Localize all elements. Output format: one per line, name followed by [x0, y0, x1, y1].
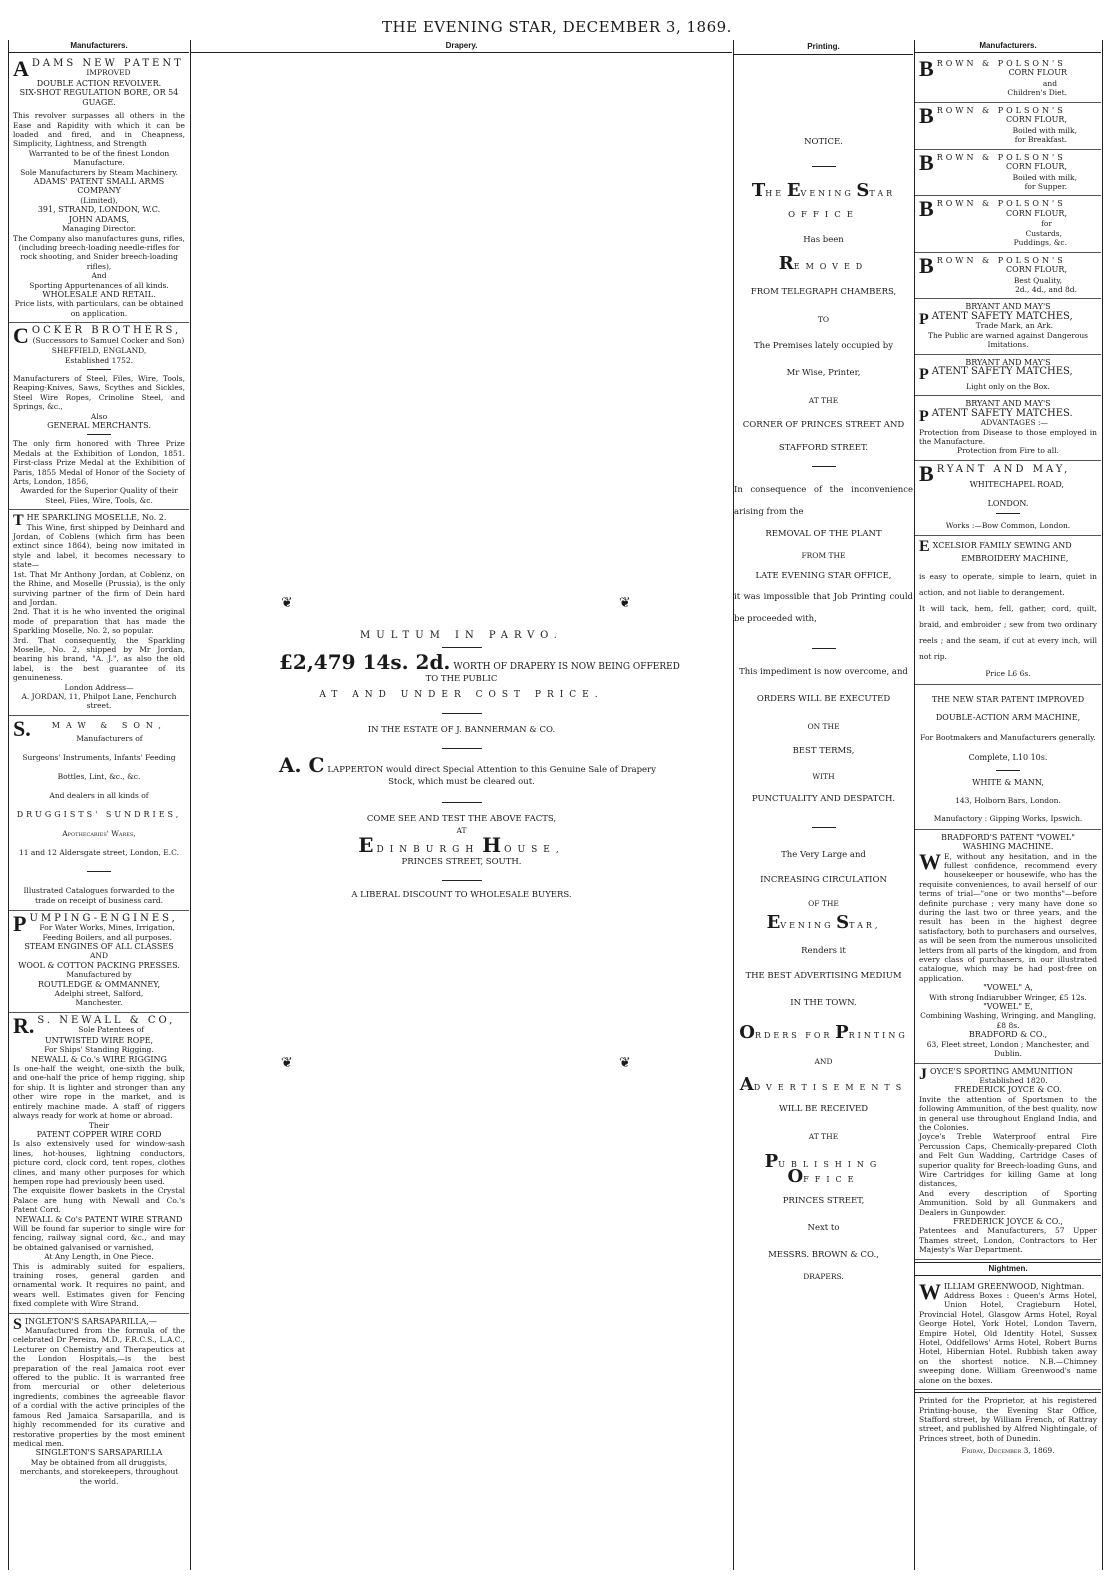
column-heading: Manufacturers. [915, 40, 1101, 53]
ad-bryant-may-london: B RYANT AND MAY, WHITECHAPEL ROAD, LONDON. Works :—Bow Common, London. [915, 461, 1101, 536]
ad-bradford-vowel: BRADFORD'S PATENT "VOWEL" WASHING MACHINE. W E, without any hesitation, and in the fullest confidence, recommend every housekeeper or housewife, who has the requisite conveniences, to avail herself of our terms of trial—"one or two months"—before definite purchase ; very many have done so during the last two or three years, and the result has been in the highest degree satisfactory, both to purchasers and ourselves, as will be seen from the numerous unsolicited letters from all parts of the kingdom, and from every class of purchasers, in our illustrated catalogue, which may be had post-free on application. "VOWEL" A, With strong Indiarubber Wringer, £5 12s. "VOWEL" E, Combining Washing, Wringing, and Mangling, £8 8s. BRADFORD & CO., 63, Fleet street, London ; Manchester, and Dublin. [915, 830, 1101, 1064]
drop-cap: C [13, 323, 29, 349]
ad-newall-wire-rope: R. S. NEWALL & CO, Sole Patentees of UNTWISTED WIRE ROPE, For Ships' Standing Rigging. NEWALL & Co.'s WIRE RIGGING Is one-half the weight, one-sixth the bulk, and one-half the price of hemp rigging, ship for ship. It is lighter and stronger than any other wire rope in the market, and is entirely machine made. A staff of riggers always ready for work at home or abroad. Their PATENT COPPER WIRE CORD Is also extensively used for window-sash lines, hot-houses, lightning conductors, picture cord, clock cord, tent ropes, clothes clines, and many other purposes for which hempen rope had previously been used. The exquisite flower baskets in the Crystal Palace are hung with Newall and Co.'s Patent Cord. NEWALL & Co's PATENT WIRE STRAND Will be found far superior to single wire for fencing, railway signal cord, &c., and may be obtained galvanised or varnished, At Any Length, in One Piece. This is admirably suited for espaliers, training roses, general garden and ornamental work. It requires no paint, and wears well. Estimates given for Fencing fixed complete with Wire Strand. [9, 1013, 189, 1314]
ad-greenwood-nightman: W ILLIAM GREENWOOD, Nightman. Address Boxes : Queen's Arms Hotel, Union Hotel, Cragieburn Hotel, Provincial Hotel, Glasgow Arms Hotel, Royal George Hotel, York Hotel, London Tavern, Empire Hotel, Old Identity Hotel, Sussex Hotel, Oddfellows' Arms Hotel, Robert Burns Hotel, Hibernian Hotel. Rubbish taken away on the shortest notice. N.B.—Chimney sweeping done. William Greenwood's name alone on the boxes. [915, 1279, 1101, 1390]
column-manufacturers-left [9, 40, 189, 1570]
ad-title: ATENT SAFETY MATCHES. [931, 407, 1073, 419]
issue-date: Friday, December 3, 1869. [961, 1446, 1055, 1456]
ornament-icon: ❦ [619, 1055, 631, 1071]
ad-drapery-sale: MULTUM IN PARVO. £2,479 14s. 2d. WORTH OF DRAPERY IS NOW BEING OFFERED TO THE PUBLIC AT AND UNDER COST PRICE. IN THE ESTATE OF J. BANNERMAN & CO. A. C LAPPERTON would direct Special Attention to this Genuine Sale of Drapery Stock, which must be cleared out. COME SEE AND TEST THE ABOVE FACTS, AT E DINBURGH H OUSE, PRINCES STREET, SOUTH. A LIBERAL DISCOUNT TO WHOLESALE BUYERS. [191, 630, 732, 901]
ad-brown-polson: B ROWN & POLSON'S CORN FLOUR, Boiled with milk, for Supper. [915, 150, 1101, 197]
ad-title: MULTUM IN PARVO. [360, 630, 563, 641]
ad-title: ROWN & POLSON'S [936, 152, 1066, 162]
ornament-icon: ❦ [281, 1055, 293, 1071]
ad-joyce-ammunition: J OYCE'S SPORTING AMMUNITION Established 1820. FREDERICK JOYCE & CO. Invite the attention of Sportsmen to the following Ammunition, of the best quality, now in general use throughout England India, and the Colonies. Joyce's Treble Waterproof entral Fire Percussion Caps, Chemically-prepared Cloth and Felt Gun Wadding, Cartridge Cases of superior quality for Breech-loading Guns, and Wire Cartridges for killing Game at long distances, And every description of Sporting Ammunition. Sold by all Gunmakers and Dealers in Gunpowder. FREDERICK JOYCE & CO., Patentees and Manufacturers, 57 Upper Thames street, London, Contractors to Her Majesty's War Department. [915, 1064, 1101, 1260]
ad-maw-and-son: S. MAW & SON, Manufacturers of Surgeons' Instruments, Infants' Feeding Bottles, Lint, &c., &c. And dealers in all kinds of DRUGGISTS' SUNDRIES, Apothecaries' Wares, 11 and 12 Aldersgate street, London, E.C. Illustrated Catalogues forwarded to the trade on receipt of business card. [9, 716, 189, 911]
ad-title: ROWN & POLSON'S [936, 105, 1066, 115]
ad-cocker-brothers: C OCKER BROTHERS, (Successors to Samuel Cocker and Son) SHEFFIELD, ENGLAND, Established 1752. Manufacturers of Steel, Files, Wire, Tools, Reaping-Knives, Saws, Scythes and Sickles, Steel Wire Ropes, Crinoline Steel, and Springs, &c., Also GENERAL MERCHANTS. The only firm honored with Three Prize Medals at the Exhibition of London, 1851. First-class Prize Medal at the Exhibition of Paris, 1855 Medal of Honor of the Society of Arts, London, 1856, Awarded for the Superior Quality of their Steel, Files, Wire, Tools, &c. [9, 323, 189, 510]
ad-new-star-machine: THE NEW STAR PATENT IMPROVED DOUBLE-ACTION ARM MACHINE, For Bootmakers and Manufacturers generally. Complete, L10 10s. WHITE & MANN, 143, Holborn Bars, London. Manufactory : Gipping Works, Ipswich. [915, 685, 1101, 830]
ad-brown-polson: B ROWN & POLSON'S CORN FLOUR and Children's Diet. [915, 56, 1101, 103]
column-drapery [191, 40, 732, 1570]
ad-title: ATENT SAFETY MATCHES, [931, 365, 1073, 377]
ad-title: HE SPARKLING MOSELLE, No. 2. [26, 513, 167, 523]
ad-brown-polson: B ROWN & POLSON'S CORN FLOUR, Best Quality, 2d., 4d., and 8d. [915, 253, 1101, 300]
ornament-icon: ❦ [281, 595, 293, 611]
ad-title: THE EVENING STAR [751, 180, 896, 201]
drop-cap: R. [13, 1012, 35, 1038]
masthead: THE EVENING STAR, DECEMBER 3, 1869. [382, 18, 732, 36]
drop-cap: S [13, 1315, 22, 1333]
drop-cap: A [13, 56, 29, 81]
ad-title: XCELSIOR FAMILY SEWING AND [932, 540, 1072, 550]
ad-bryant-may: BRYANT AND MAY'S P ATENT SAFETY MATCHES, Trade Mark, an Ark. The Public are warned against Dangerous Imitations. [915, 299, 1101, 354]
ad-excelsior-sewing-machine: E XCELSIOR FAMILY SEWING AND EMBROIDERY MACHINE, is easy to operate, simple to learn, quiet in action, and not liable to derangement. It will tack, hem, fell, gather, cord, quilt, braid, and embroider ; sew from two ordinary reels ; and the seam, if cut at every inch, will not rip. Price L6 6s. [915, 536, 1101, 685]
ad-title: UMPING-ENGINES, [29, 912, 178, 924]
ad-title: OYCE'S SPORTING AMMUNITION [930, 1066, 1073, 1076]
ad-title: ROWN & POLSON'S [936, 199, 1066, 209]
column-rule [1102, 40, 1103, 1570]
ad-title: INGLETON'S SARSAPARILLA,— [24, 1316, 157, 1326]
ad-title: ILLIAM GREENWOOD, Nightman. [944, 1281, 1085, 1291]
ad-pumping-engines: P UMPING-ENGINES, For Water Works, Mines, Irrigation, Feeding Boilers, and all purposes. STEAM ENGINES OF ALL CLASSES AND WOOL & COTTON PACKING PRESSES. Manufactured by ROUTLEDGE & OMMANNEY, Adelphi street, Salford, Manchester. [9, 911, 189, 1013]
ad-sparkling-moselle: T HE SPARKLING MOSELLE, No. 2. This Wine, first shipped by Deinhard and Jordan, of Coblens (which firm has been extinct since 1864), being now imitated in style and label, it becomes necessary to state— 1st. That Mr Anthony Jordan, at Coblenz, on the Rhine, and Moselle (Prussia), is the only surviving partner of the firm of Dein hard and Jordan. 2nd. That it is he who invented the original mode of preparation that has made the Sparkling Moselle, No. 2, so popular. 3rd. That consequently, the Sparkling Moselle, No. 2, shipped by Mr Jordan, bearing his brand, "A. J.", as also the old label, is the best guarantee of its genuineness. London Address— A. JORDAN, 11, Philpot Lane, Fenchurch street. [9, 510, 189, 716]
column-manufacturers-right [915, 40, 1101, 1570]
column-heading: Printing. [734, 40, 913, 55]
column-printing [734, 40, 913, 1570]
ad-evening-star-office: NOTICE. THE EVENING STAR OFFICE Has been REMOVED FROM TELEGRAPH CHAMBERS, TO The Premises lately occupied by Mr Wise, Printer, AT THE CORNER OF PRINCES STREET AND STAFFORD STREET. In consequence of the inconvenience arising from the REMOVAL OF THE PLANT FROM THE LATE EVENING STAR OFFICE, it was impossible that Job Printing could be proceeded with, This impediment is now overcome, and ORDERS WILL BE EXECUTED ON THE BEST TERMS, WITH PUNCTUALITY AND DESPATCH. The Very Large and INCREASING CIRCULATION OF THE EVENING STAR, Renders it THE BEST ADVERTISING MEDIUM IN THE TOWN. ORDERS FOR PRINTING AND ADVERTISEMENTS WILL BE RECEIVED AT THE PUBLISHING OFFICE PRINCES STREET, Next to MESSRS. BROWN & CO., DRAPERS. [734, 137, 913, 1281]
ad-brown-polson: B ROWN & POLSON'S CORN FLOUR, for Custards, Puddings, &c. [915, 196, 1101, 252]
ad-bryant-may: BRYANT AND MAY'S P ATENT SAFETY MATCHES. ADVANTAGES :— Protection from Disease to those employed in the Manufacture. Protection from Fire to all. [915, 396, 1101, 460]
ad-brown-polson: B ROWN & POLSON'S CORN FLOUR, Boiled with milk, for Breakfast. [915, 103, 1101, 150]
drop-cap: T [13, 512, 24, 530]
imprint: Printed for the Proprietor, at his registered Printing-house, the Evening Star Office, Stafford street, by William French, of Rattray street, and published by Alfred Nightingale, of Princes street, both of Dunedin. Friday, December 3, 1869. [915, 1392, 1101, 1459]
drop-cap: S. [13, 715, 31, 741]
ad-title: DAMS NEW PATENT [31, 58, 184, 69]
ornament-icon: ❦ [619, 595, 631, 611]
ad-title: RYANT AND MAY, [936, 463, 1071, 475]
ad-title: OCKER BROTHERS, [31, 325, 182, 337]
column-heading: Nightmen. [915, 1262, 1101, 1276]
edinburgh-house: E DINBURGH H OUSE, [358, 833, 565, 857]
ad-bryant-may: BRYANT AND MAY'S P ATENT SAFETY MATCHES, Light only on the Box. [915, 355, 1101, 397]
ad-singletons-sarsaparilla: S INGLETON'S SARSAPARILLA,— Manufactured from the formula of the celebrated Dr Pereira, M.D., F.R.C.S., L.A.C., Lecturer on Chemistry and Therapeutics at the London Hospitals,—is the best preparation of the real Jamaica root ever offered to the public. It is warranted free from mercurial or other deleterious ingredients, combines the agreeable flavor of a cordial with the active principles of the famous Red Jamaica Sarsaparilla, and is highly recommended for its curative and restorative properties by the most eminent medical men. SINGLETON'S SARSAPARILLA May be obtained from all druggists, merchants, and storekeepers, throughout the world. [13, 1315, 185, 1486]
drop-cap: P [13, 910, 27, 936]
ad-adams-revolver: A DAMS NEW PATENT IMPROVED DOUBLE ACTION REVOLVER. SIX-SHOT REGULATION BORE, OR 54 GUAGE. This revolver surpasses all others in the Ease and Rapidity with which it can be loaded and fired, and in Cheapness, Simplicity, Lightness, and Strength Warranted to be of the finest London Manufacture. Sole Manufacturers by Steam Machinery. ADAMS' PATENT SMALL ARMS COMPANY (Limited), 391, STRAND, LONDON, W.C. JOHN ADAMS, Managing Director. The Company also manufactures guns, rifles, (including breech-loading needle-rifles for rock shooting, and Snider breech-loading rifles), And Sporting Appurtenances of all kinds. WHOLESALE AND RETAIL. Price lists, with particulars, can be obtained on application. [9, 56, 189, 323]
price-amount: £2,479 14s. 2d. [279, 650, 451, 674]
column-heading: Drapery. [191, 40, 732, 53]
ad-title: ROWN & POLSON'S [936, 255, 1066, 265]
ad-title: ROWN & POLSON'S [936, 59, 1066, 68]
ad-title: MAW & SON, [51, 720, 167, 730]
ad-title: ATENT SAFETY MATCHES, [931, 310, 1073, 322]
ad-title: S. NEWALL & CO, [37, 1014, 176, 1026]
column-heading: Manufacturers. [9, 40, 189, 53]
